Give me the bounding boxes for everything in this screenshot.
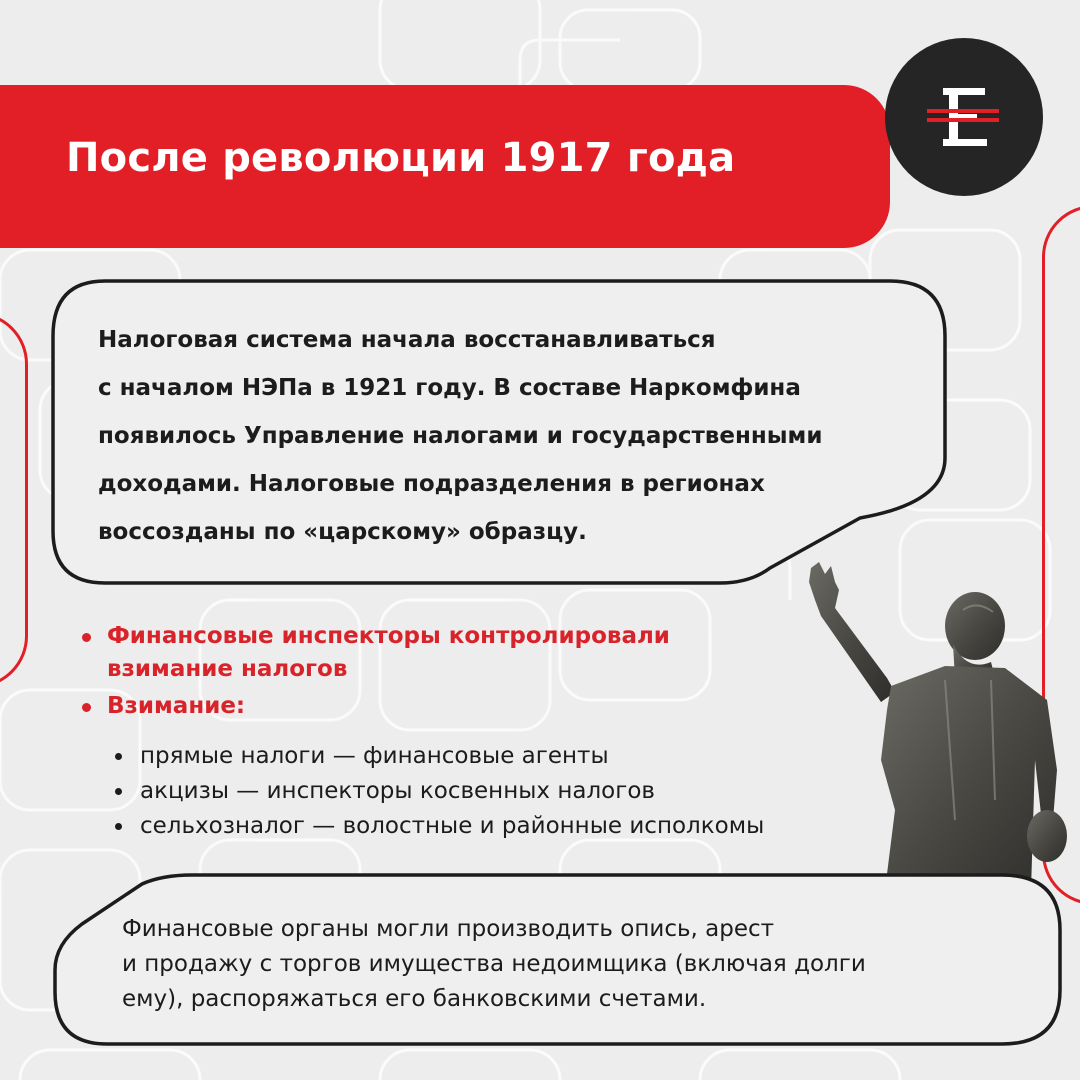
red-bullet-text: Финансовые инспекторы контролировали xyxy=(107,623,670,649)
red-bullet-text: взимание налогов xyxy=(107,656,348,682)
red-bullet-item xyxy=(80,690,670,723)
red-bullet-icon xyxy=(82,633,91,642)
intro-paragraph xyxy=(98,316,898,556)
intro-line: воссозданы по «царскому» образцу. xyxy=(98,519,587,545)
sub-bullet-text: акцизы — инспекторы косвенных налогов xyxy=(140,778,655,804)
red-bullet-text: Взимание: xyxy=(107,693,246,719)
sub-bullet-icon xyxy=(115,823,122,830)
e-letter-logo-icon xyxy=(885,38,1043,196)
intro-line: Налоговая система начала восстанавливаться xyxy=(98,327,716,353)
sub-bullet-item xyxy=(112,774,764,809)
lenin-statue-icon xyxy=(795,560,1080,890)
intro-line: доходами. Налоговые подразделения в регионах xyxy=(98,471,765,497)
sub-bullet-list xyxy=(112,739,764,844)
outro-line: и продажу с торгов имущества недоимщика (включая долги xyxy=(122,951,866,977)
left-decor-arc xyxy=(0,312,28,688)
sub-bullet-text: прямые налоги — финансовые агенты xyxy=(140,743,609,769)
sub-bullet-icon xyxy=(115,788,122,795)
intro-line: появилось Управление налогами и государственными xyxy=(98,423,823,449)
sub-bullet-icon xyxy=(115,753,122,760)
red-bullet-item xyxy=(80,620,670,686)
intro-line: с началом НЭПа в 1921 году. В составе Наркомфина xyxy=(98,375,801,401)
outro-paragraph xyxy=(122,912,1002,1017)
sub-bullet-item xyxy=(112,809,764,844)
page-title: После революции 1917 года xyxy=(66,135,736,181)
outro-line: ему), распоряжаться его банковскими счетами. xyxy=(122,986,707,1012)
sub-bullet-text: сельхозналог — волостные и районные исполкомы xyxy=(140,813,765,839)
logo xyxy=(885,38,1043,196)
sub-bullet-item xyxy=(112,739,764,774)
red-bullet-list xyxy=(80,620,670,723)
red-bullet-icon xyxy=(82,703,91,712)
outro-line: Финансовые органы могли производить опись, арест xyxy=(122,916,775,942)
